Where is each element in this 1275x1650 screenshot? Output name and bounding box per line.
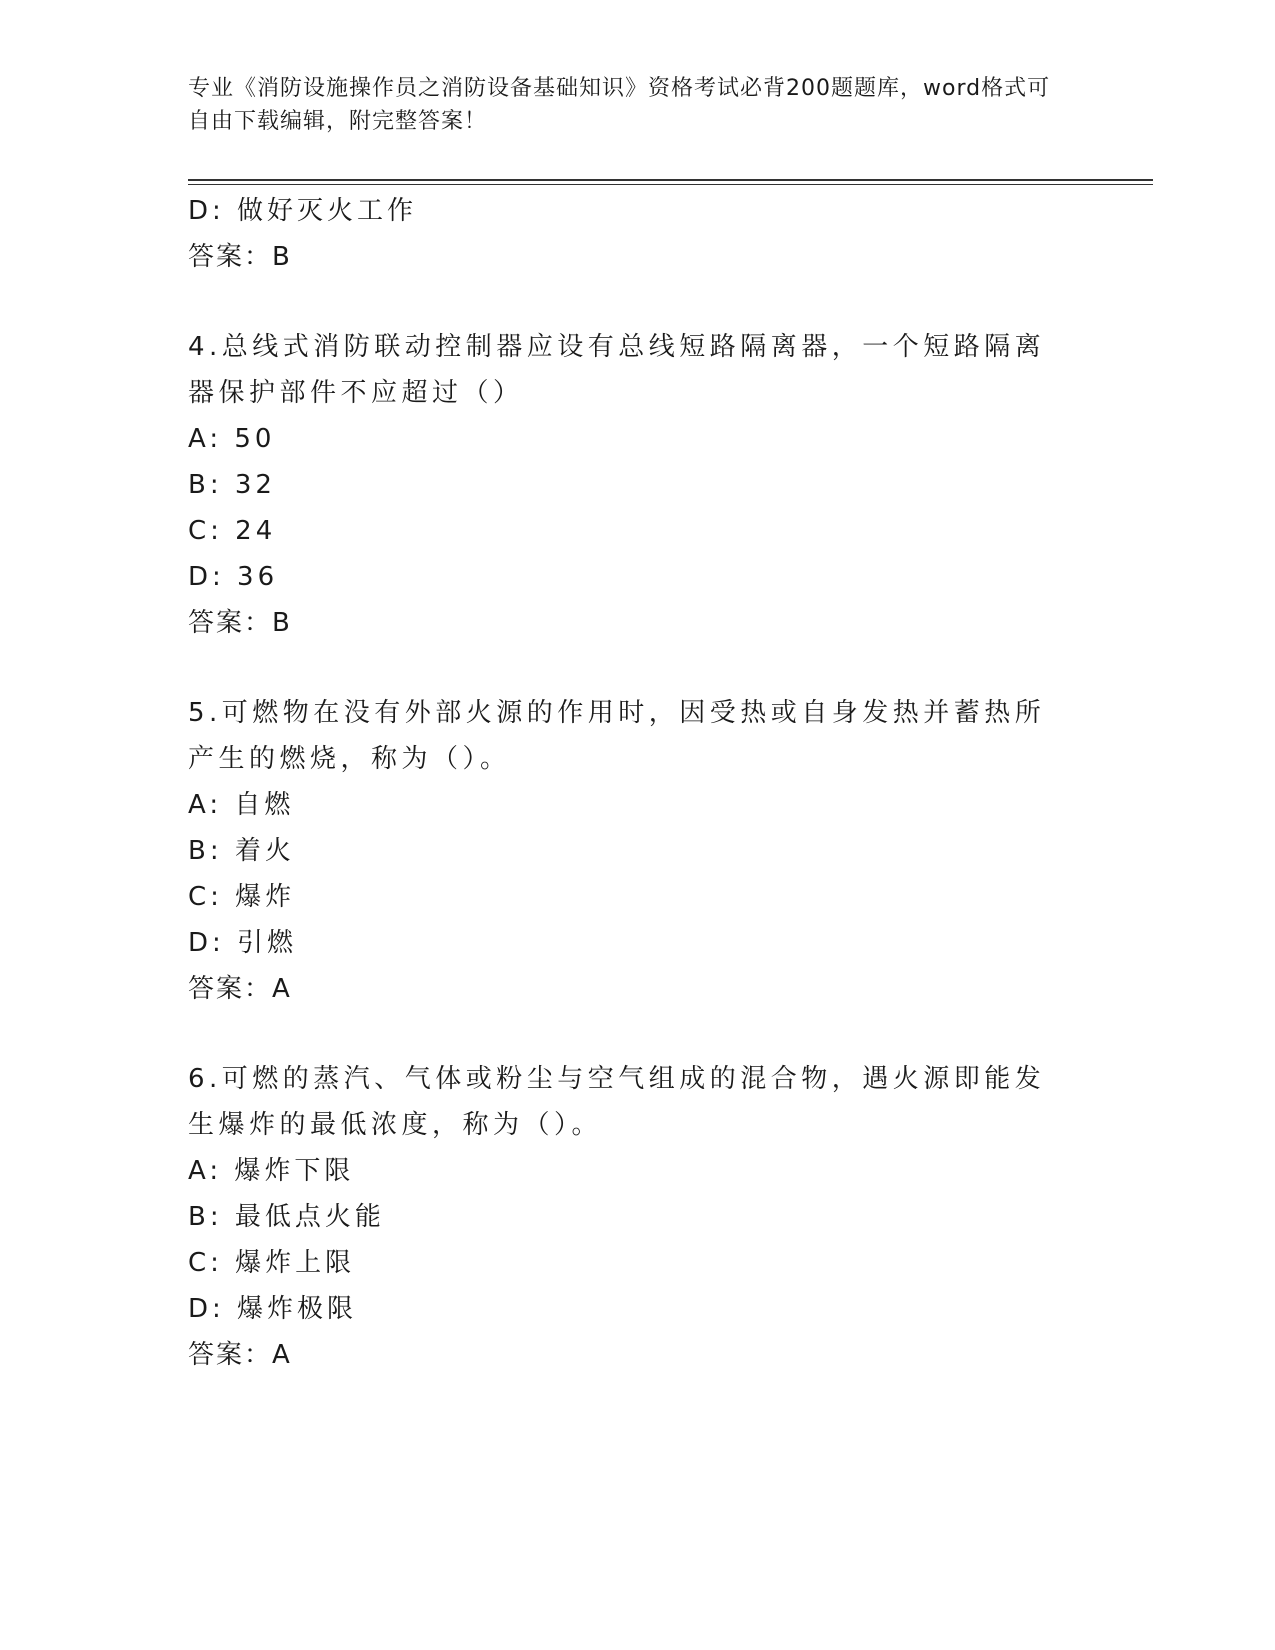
option-a: A: 爆炸下限 (188, 1156, 355, 1186)
answer: 答案：B (188, 608, 292, 638)
option-c: C: 爆炸上限 (188, 1248, 356, 1278)
question-4 (188, 324, 1088, 646)
question-stem: 4.总线式消防联动控制器应设有总线短路隔离器，一个短路隔离器保护部件不应超过（） (188, 332, 1046, 408)
option-a: A: 50 (188, 424, 276, 454)
answer: 答案：A (188, 974, 292, 1004)
spacer (188, 1012, 1088, 1056)
option-d: D: 36 (188, 562, 279, 592)
option-d: D: 爆炸极限 (188, 1294, 358, 1324)
question-stem: 5.可燃物在没有外部火源的作用时，因受热或自身发热并蓄热所产生的燃烧，称为（）。 (188, 698, 1046, 774)
question-stem: 6.可燃的蒸汽、气体或粉尘与空气组成的混合物，遇火源即能发生爆炸的最低浓度，称为（）。 (188, 1064, 1046, 1140)
option-b: B: 32 (188, 470, 276, 500)
option-b: B: 着火 (188, 836, 295, 866)
page-header: 专业《消防设施操作员之消防设备基础知识》资格考试必背200题题库，word格式可自由下载编辑，附完整答案！ (188, 76, 1051, 134)
question-6 (188, 1056, 1088, 1378)
answer: 答案：A (188, 1340, 292, 1370)
header-divider (188, 179, 1153, 185)
question-5 (188, 690, 1088, 1012)
option-d: D: 引燃 (188, 928, 298, 958)
answer: 答案：B (188, 242, 292, 272)
option-c: C: 爆炸 (188, 882, 296, 912)
spacer (188, 280, 1088, 324)
question-list (188, 188, 1088, 1378)
option-c: C: 24 (188, 516, 277, 546)
option-b: B: 最低点火能 (188, 1202, 385, 1232)
option-d: D: 做好灭火工作 (188, 196, 418, 226)
option-a: A: 自燃 (188, 790, 295, 820)
spacer (188, 646, 1088, 690)
